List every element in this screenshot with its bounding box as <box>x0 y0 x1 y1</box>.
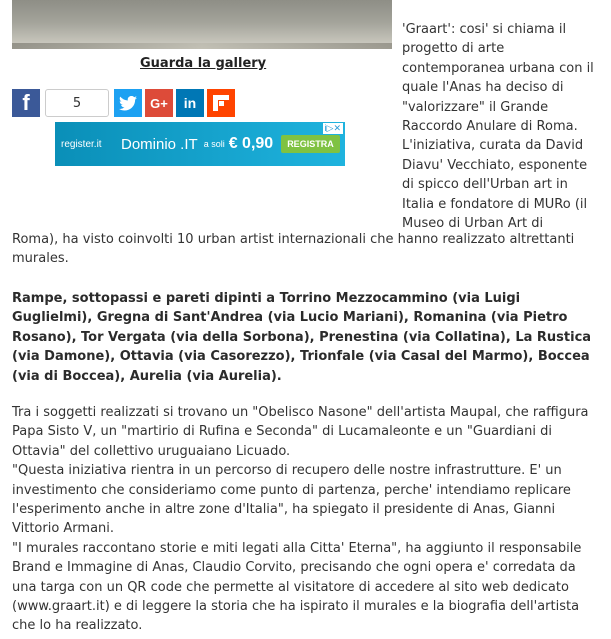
quote-president: "Questa iniziativa rientra in un percorso di recupero delle nostre infrastrutture. E' un investimento che consideriamo come punto di partenza, perche' intendiamo replicare l'esperimento anche in altre zone d'Italia", ha spiegato il presidente di Anas, Gianni Vittorio Armani. <box>12 463 571 537</box>
ad-brand: register.it <box>61 138 102 150</box>
ad-choices-icon[interactable]: i▷✕ <box>324 123 341 133</box>
facebook-icon[interactable]: f <box>12 89 40 117</box>
intro-side-text: 'Graart': cosi' si chiama il progetto di arte contemporanea urbana con il quale l'Anas ha deciso di "valorizzare" il Grande Raccordo Anulare di Roma. L'iniziativa, curata da David Diavu' Vecchiato, esponente di spicco dell'Urban art in Italia e fondatore di MURo (il Museo di Urban Art di <box>402 22 594 232</box>
share-bar <box>12 88 235 118</box>
body-paragraph <box>12 403 604 636</box>
subjects-text: Tra i soggetti realizzati si trovano un "Obelisco Nasone" dell'artista Maupal, che raffigura Papa Sisto V, un "martirio di Rufina e Seconda" di Lucamaleonte e un "Guardiani di Ottavia" del collettivo uruguaiano Licuado. <box>12 405 589 459</box>
photo-edge <box>12 43 392 49</box>
ad-domain: Dominio .IT <box>121 135 198 153</box>
share-count: 5 <box>45 89 109 117</box>
ad-prefix: a soli <box>203 139 225 149</box>
ad-register-button[interactable]: REGISTRA <box>281 135 340 153</box>
flipboard-icon[interactable] <box>207 89 235 117</box>
gallery-link[interactable]: Guarda la gallery <box>140 56 267 71</box>
article-intro-side <box>402 20 602 233</box>
locations-paragraph: Rampe, sottopassi e pareti dipinti a Torrino Mezzocammino (via Luigi Guglielmi), Gregna di Sant'Andrea (via Lucio Mariani), Romanina (via Pietro Rosano), Tor Vergata (via della Sorbona), Prenestina (via Collatina), La Rustica (via Damone), Ottavia (via Casorezzo), Trionfale (via Casal del Marmo), Boccea (via di Boccea), Aurelia (via Aurelia). <box>12 291 592 384</box>
linkedin-icon[interactable]: in <box>176 89 204 117</box>
ad-price: € 0,90 <box>228 135 274 152</box>
google-plus-icon[interactable]: G+ <box>145 89 173 117</box>
ad-banner[interactable] <box>55 122 345 166</box>
intro-continuation: Roma), ha visto coinvolti 10 urban artist internazionali che hanno realizzato altrettanti murales. <box>12 232 575 267</box>
quote-brand: "I murales raccontano storie e miti legati alla Citta' Eterna", ha aggiunto il responsabile Brand e Immagine di Anas, Claudio Corvito, precisando che ogni opera e' corredata da una targa con un QR code che permette al visitatore di accedere al sito web dedicato (www.graart.it) e di leggere la storia che ha ispirato il murales e la biografia dell'artista che lo ha realizzato. <box>12 540 582 634</box>
gallery-photo[interactable] <box>12 0 392 49</box>
twitter-icon[interactable] <box>114 89 142 117</box>
